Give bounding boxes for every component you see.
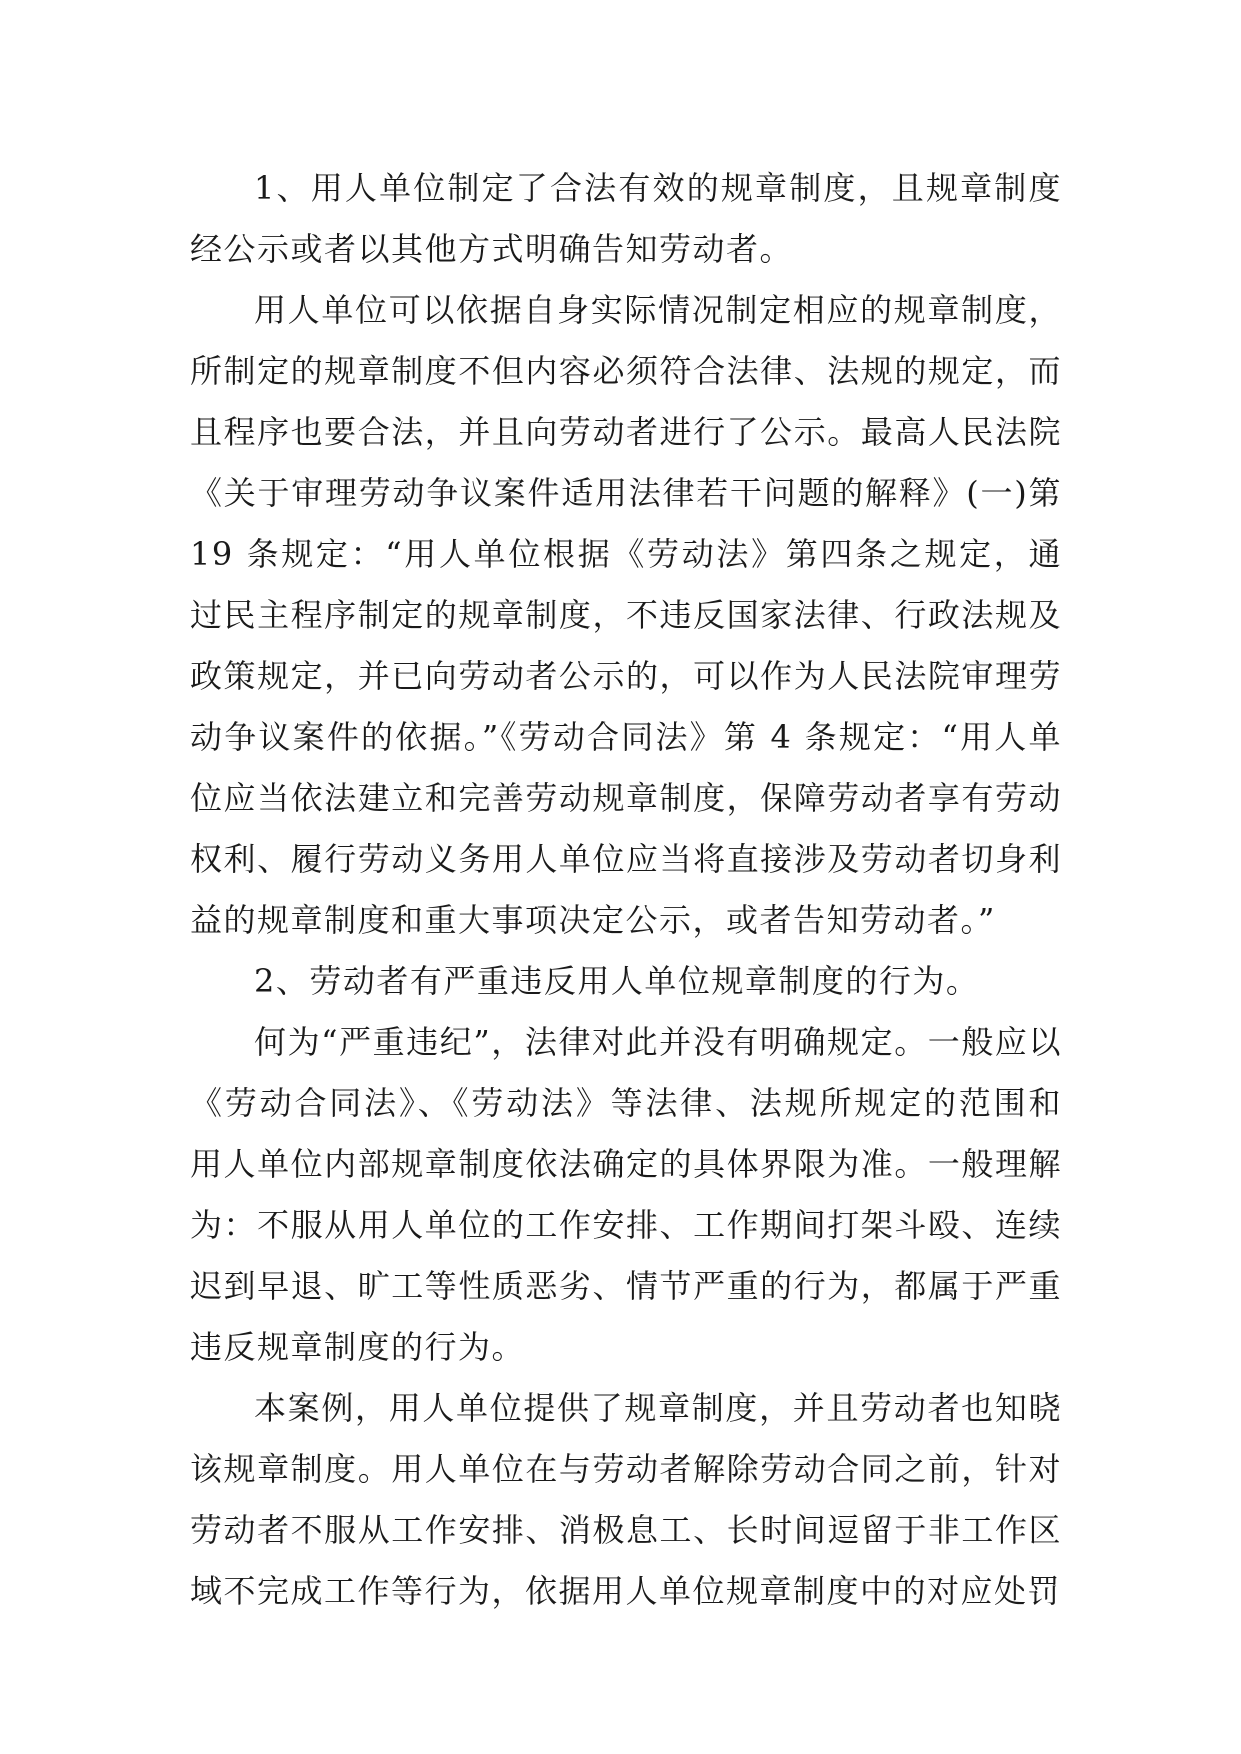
paragraph-rules-legal-basis: 用人单位可以依据自身实际情况制定相应的规章制度，所制定的规章制度不但内容必须符合法律、法规的规定，而且程序也要合法，并且向劳动者进行了公示。最高人民法院《关于审理劳动争议案件适用法律若干问题的解释》(一)第 19 条规定：“用人单位根据《劳动法》第四条之规定，通过民主程序制定的规章制度，不违反国家法律、行政法规及政策规定，并已向劳动者公示的，可以作为人民法院审理劳动争议案件的依据。”《劳动合同法》第 4 条规定：“用人单位应当依法建立和完善劳动规章制度，保障劳动者享有劳动权利、履行劳动义务用人单位应当将直接涉及劳动者切身利益的规章制度和重大事项决定公示，或者告知劳动者。” <box>190 291 1062 939</box>
paragraph-condition-1: 1、用人单位制定了合法有效的规章制度，且规章制度经公示或者以其他方式明确告知劳动者。 <box>190 169 1062 268</box>
paragraph-condition-2: 2、劳动者有严重违反用人单位规章制度的行为。 <box>254 962 980 1000</box>
document-body <box>190 158 1062 1622</box>
paragraph-serious-violation: 何为“严重违纪”，法律对此并没有明确规定。一般应以《劳动合同法》、《劳动法》等法律、法规所规定的范围和用人单位内部规章制度依法确定的具体界限为准。一般理解为：不服从用人单位的工作安排、工作期间打架斗殴、连续迟到早退、旷工等性质恶劣、情节严重的行为，都属于严重违反规章制度的行为。 <box>190 1023 1062 1366</box>
paragraph-case-analysis: 本案例，用人单位提供了规章制度，并且劳动者也知晓该规章制度。用人单位在与劳动者解除劳动合同之前，针对劳动者不服从工作安排、消极息工、长时间逗留于非工作区域不完成工作等行为，依据用人单位规章制度中的对应处罚 <box>190 1389 1062 1610</box>
